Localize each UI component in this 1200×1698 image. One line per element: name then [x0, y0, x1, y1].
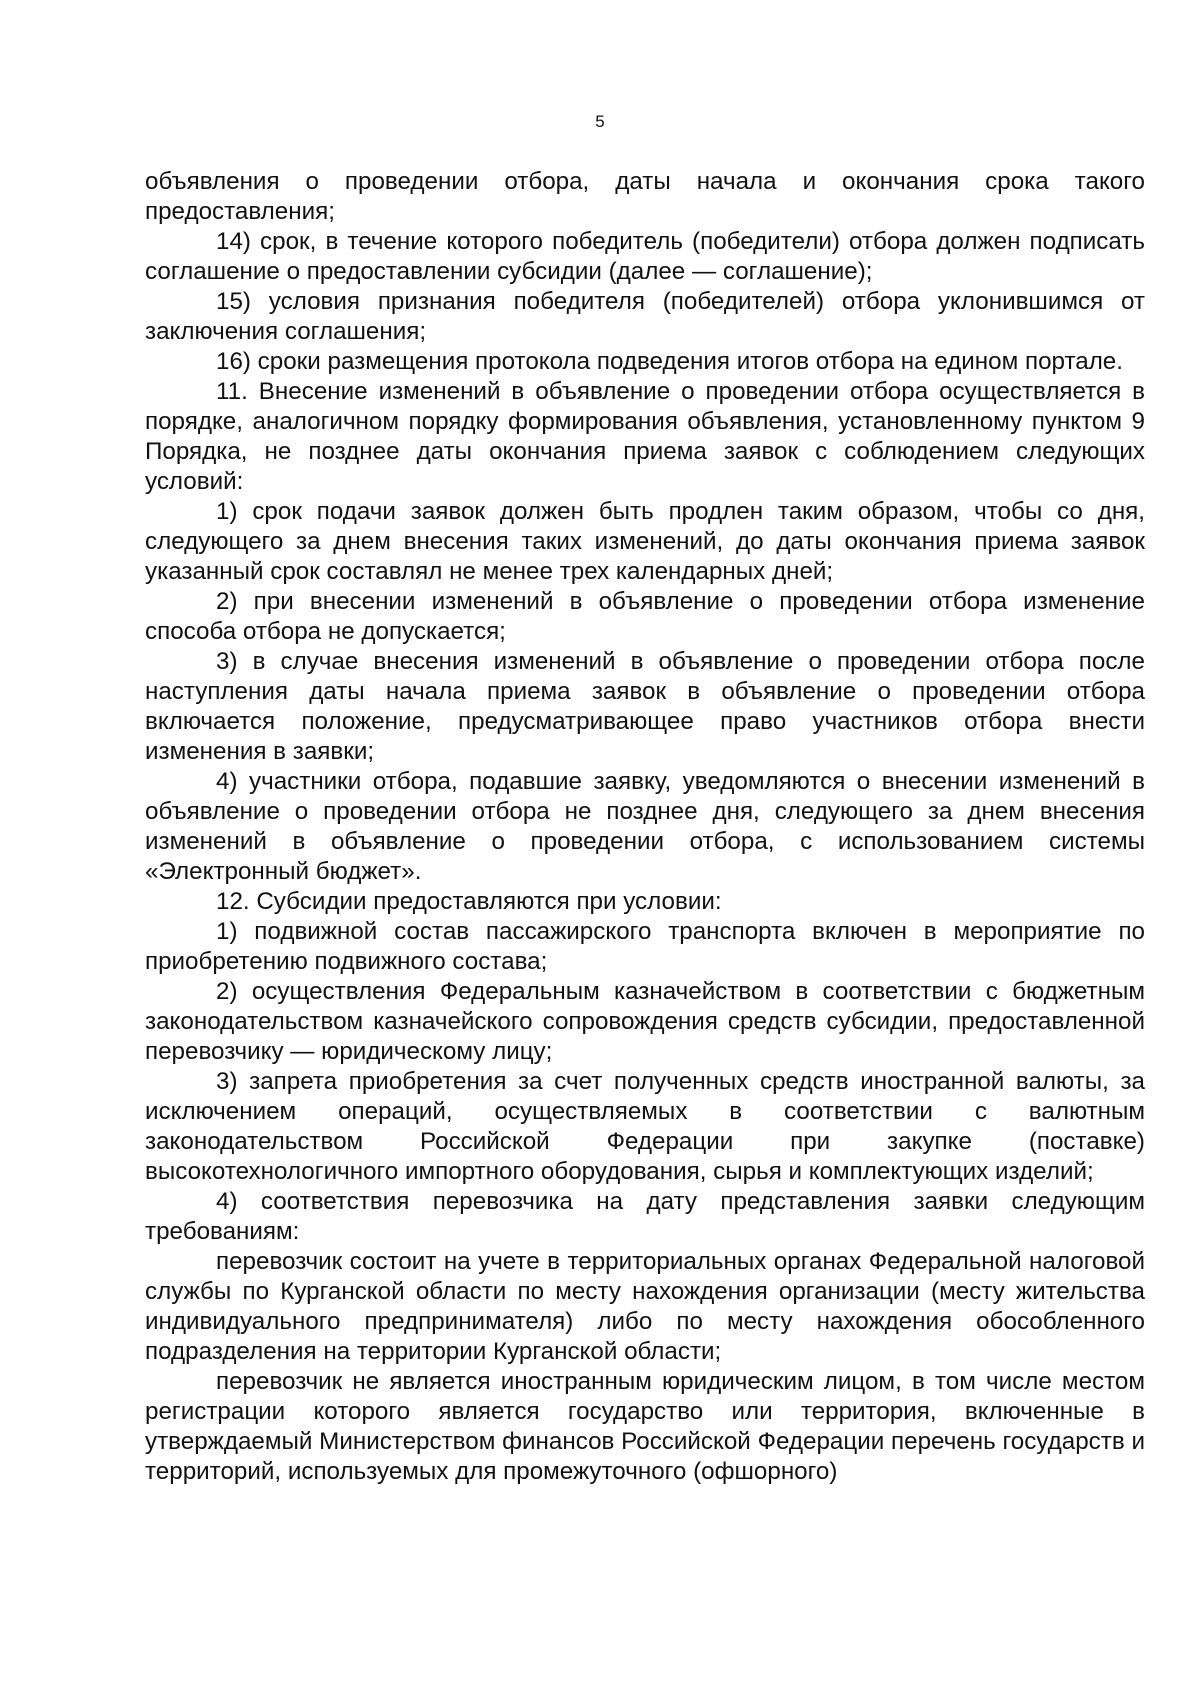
- paragraph: 2) при внесении изменений в объявление о проведении отбора изменение способа отбора не допускается;: [145, 588, 1145, 645]
- page-number: 5: [595, 112, 605, 131]
- paragraph: 3) в случае внесения изменений в объявление о проведении отбора после наступления даты начала приема заявок в объявление о проведении отбора включается положение, предусматривающее право участников отбора внести изменения в заявки;: [145, 648, 1145, 765]
- paragraph: 1) срок подачи заявок должен быть продлен таким образом, чтобы со дня, следующего за днем внесения таких изменений, до даты окончания приема заявок указанный срок составлял не менее трех календарных дней;: [145, 498, 1145, 585]
- document-body: [145, 167, 1145, 1487]
- paragraph: 14) срок, в течение которого победитель (победители) отбора должен подписать соглашение о предоставлении субсидии (далее — соглашение);: [145, 228, 1145, 285]
- paragraph: объявления о проведении отбора, даты начала и окончания срока такого предоставления;: [145, 168, 1145, 225]
- paragraph: перевозчик не является иностранным юридическим лицом, в том числе местом регистрации которого является государство или территория, включенные в утверждаемый Министерством финансов Российской Федерации перечень государств и территорий, используемых для промежуточного (офшорного): [145, 1368, 1145, 1485]
- paragraph: 2) осуществления Федеральным казначейством в соответствии с бюджетным законодательством казначейского сопровождения средств субсидии, предоставленной перевозчику — юридическому лицу;: [145, 978, 1145, 1065]
- paragraph: 1) подвижной состав пассажирского транспорта включен в мероприятие по приобретению подвижного состава;: [145, 918, 1145, 975]
- paragraph: 16) сроки размещения протокола подведения итогов отбора на едином портале.: [216, 348, 1123, 375]
- paragraph: перевозчик состоит на учете в территориальных органах Федеральной налоговой службы по Курганской области по месту нахождения организации (месту жительства индивидуального предпринимателя) либо по месту нахождения обособленного подразделения на территории Курганской области;: [145, 1248, 1145, 1365]
- paragraph: 15) условия признания победителя (победителей) отбора уклонившимся от заключения соглашения;: [145, 288, 1145, 345]
- paragraph: 4) соответствия перевозчика на дату представления заявки следующим требованиям:: [145, 1188, 1145, 1245]
- paragraph: 12. Субсидии предоставляются при условии:: [216, 888, 722, 915]
- paragraph: 11. Внесение изменений в объявление о проведении отбора осуществляется в порядке, аналогичном порядку формирования объявления, установленному пунктом 9 Порядка, не позднее даты окончания приема заявок с соблюдением следующих условий:: [145, 378, 1145, 495]
- paragraph: 4) участники отбора, подавшие заявку, уведомляются о внесении изменений в объявление о проведении отбора не позднее дня, следующего за днем внесения изменений в объявление о проведении отбора, с использованием системы «Электронный бюджет».: [145, 768, 1145, 885]
- paragraph: 3) запрета приобретения за счет полученных средств иностранной валюты, за исключением операций, осуществляемых в соответствии с валютным законодательством Российской Федерации при закупке (поставке) высокотехнологичного импортного оборудования, сырья и комплектующих изделий;: [145, 1068, 1145, 1185]
